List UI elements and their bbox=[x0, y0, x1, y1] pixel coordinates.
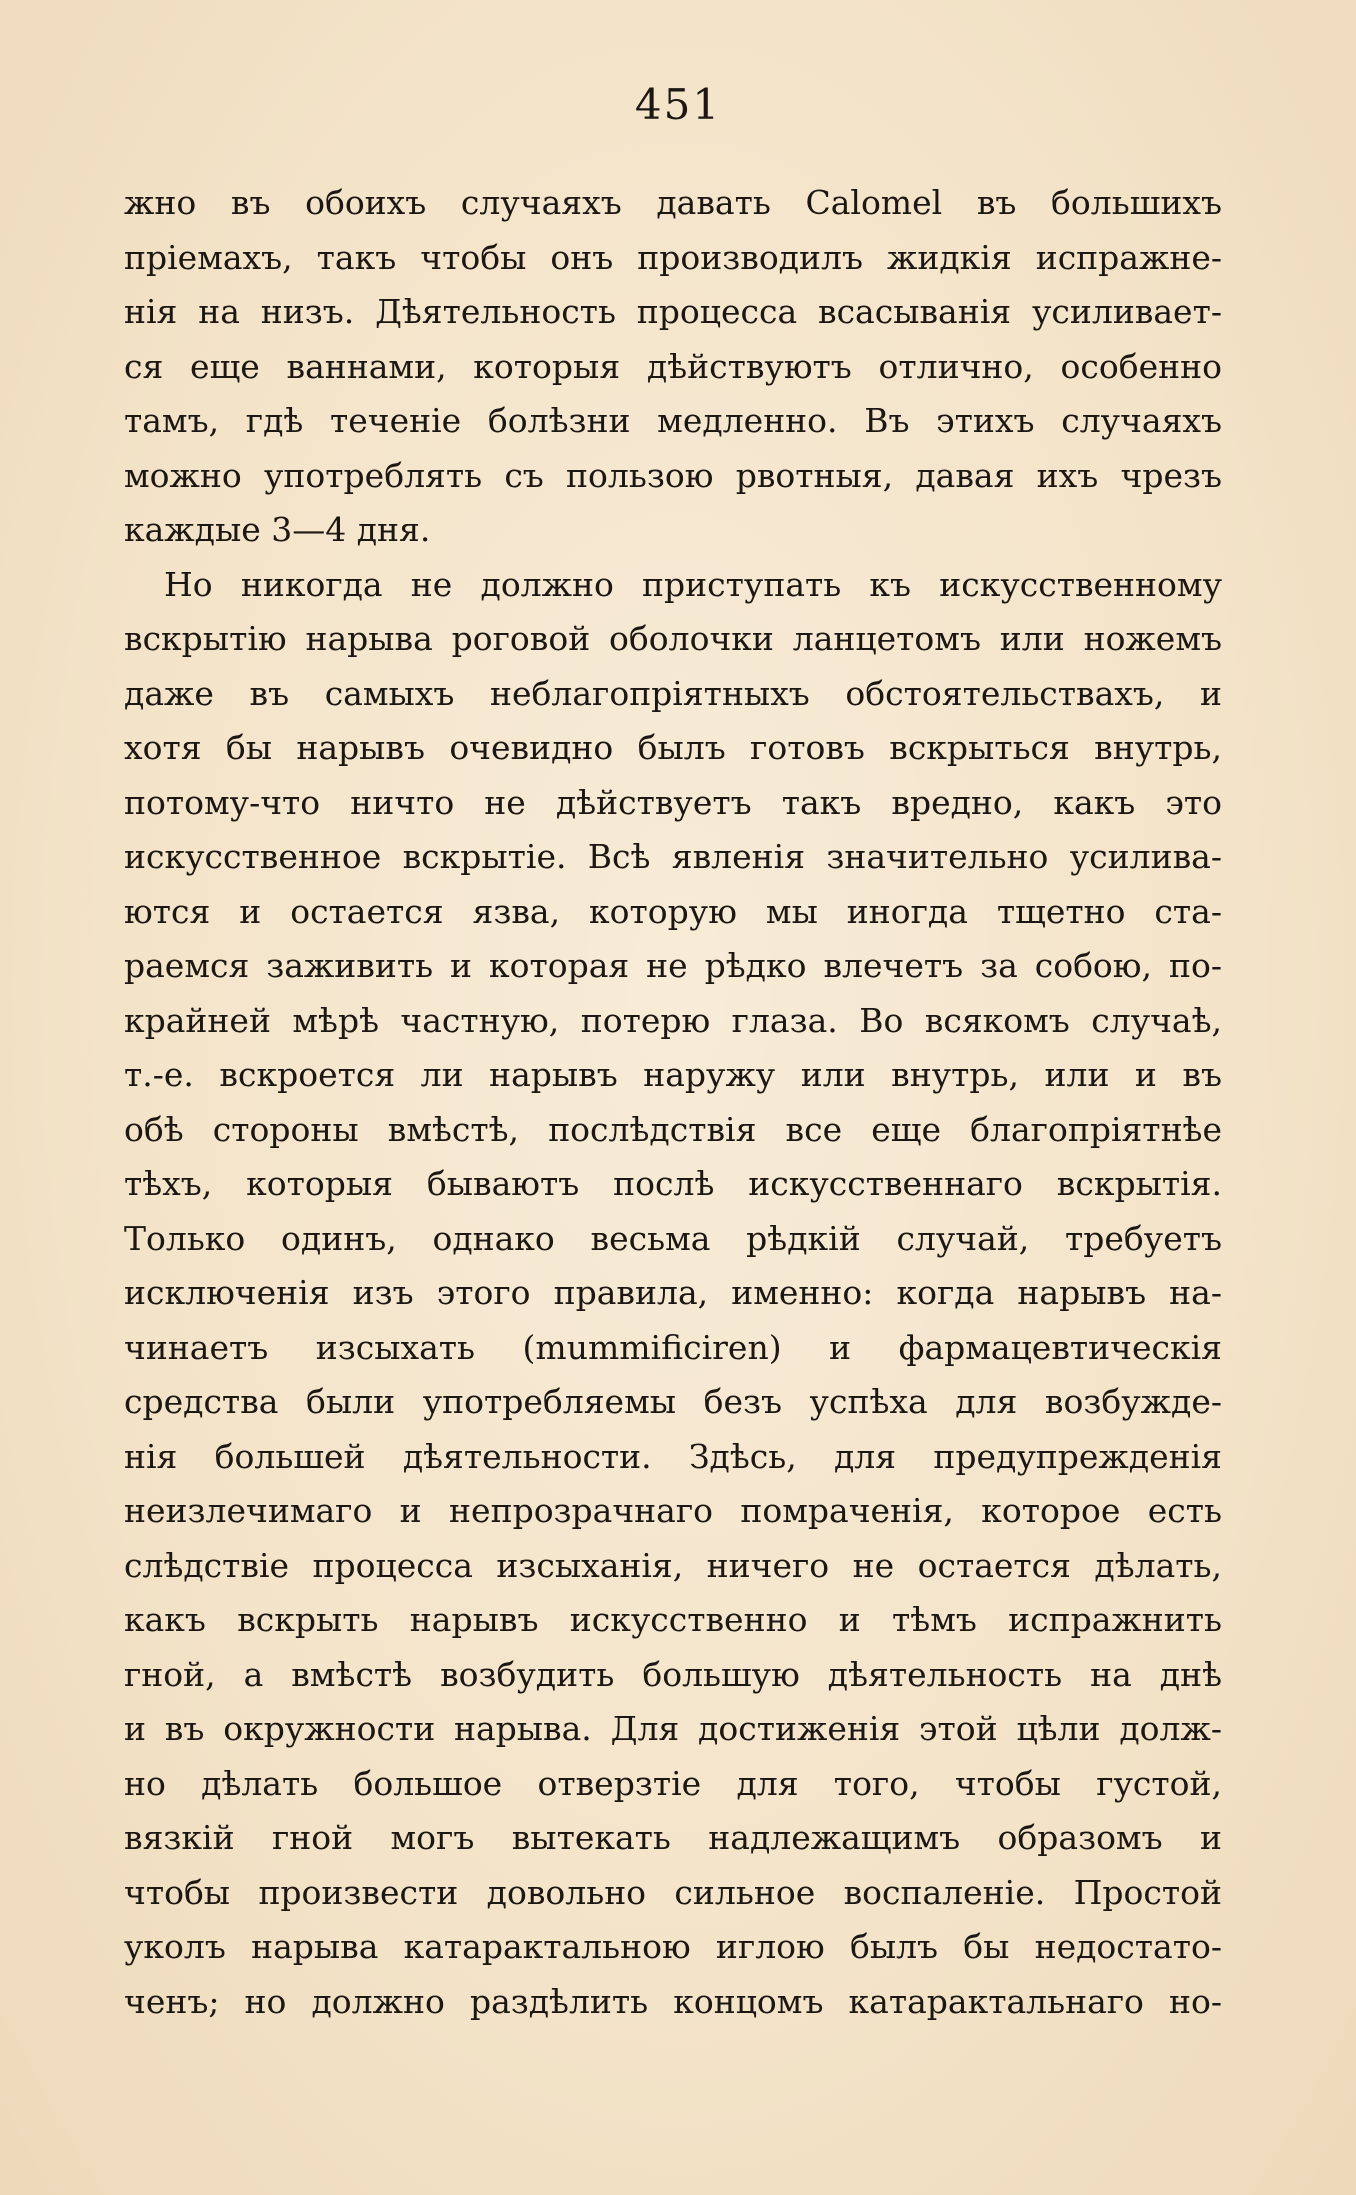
text-line: гной, а вмѣстѣ возбудить большую дѣятельность на днѣ bbox=[124, 1654, 1222, 1694]
text-line: жно въ обоихъ случаяхъ давать Calomel въ большихъ bbox=[124, 183, 1222, 222]
text-line: вскрытію нарыва роговой оболочки ланцетомъ или ножемъ bbox=[124, 619, 1222, 658]
text-line: но дѣлать большое отверзтіе для того, чтобы густой, bbox=[124, 1763, 1222, 1803]
text-line: ченъ; но должно раздѣлить концомъ катарактальнаго но- bbox=[124, 1981, 1222, 2021]
text-line: можно употреблять съ пользою рвотныя, давая ихъ чрезъ bbox=[124, 455, 1222, 495]
text-line: даже въ самыхъ неблагопріятныхъ обстоятельствахъ, и bbox=[124, 673, 1222, 713]
text-line: чтобы произвести довольно сильное воспаленіе. Простой bbox=[124, 1872, 1222, 1912]
text-line: чинаетъ изсыхать (mummificiren) и фармацевтическія bbox=[124, 1327, 1222, 1367]
text-line: ся еще ваннами, которыя дѣйствуютъ отлично, особенно bbox=[124, 346, 1222, 386]
text-line: раемся заживить и которая не рѣдко влечетъ за собою, по- bbox=[124, 946, 1222, 985]
text-line: т.-е. вскроется ли нарывъ наружу или внутрь, или и въ bbox=[124, 1055, 1222, 1094]
page-number: 451 bbox=[634, 80, 722, 129]
text-line: вязкій гной могъ вытекать надлежащимъ образомъ и bbox=[124, 1818, 1222, 1857]
text-line: крайней мѣрѣ частную, потерю глаза. Во всякомъ случаѣ, bbox=[124, 1000, 1222, 1040]
text-line: средства были употребляемы безъ успѣха для возбужде- bbox=[124, 1382, 1222, 1421]
text-line: тамъ, гдѣ теченіе болѣзни медленно. Въ этихъ случаяхъ bbox=[124, 401, 1222, 440]
text-line: и въ окружности нарыва. Для достиженія этой цѣли долж- bbox=[124, 1709, 1222, 1748]
text-line: нія большей дѣятельности. Здѣсь, для предупрежденія bbox=[124, 1436, 1222, 1476]
body-text bbox=[124, 176, 1222, 2029]
text-line: пріемахъ, такъ чтобы онъ производилъ жидкія испражне- bbox=[124, 237, 1222, 277]
text-line: какъ вскрыть нарывъ искусственно и тѣмъ испражнить bbox=[124, 1600, 1222, 1639]
text-line: слѣдствіе процесса изсыханія, ничего не остается дѣлать, bbox=[124, 1545, 1222, 1585]
text-line: уколъ нарыва катарактальною иглою былъ бы недостато- bbox=[124, 1927, 1222, 1966]
paragraph-end-line: каждые 3—4 дня. bbox=[124, 510, 431, 549]
text-line: хотя бы нарывъ очевидно былъ готовъ вскрыться внутрь, bbox=[124, 728, 1222, 767]
text-line: обѣ стороны вмѣстѣ, послѣдствія все еще благопріятнѣе bbox=[124, 1109, 1222, 1149]
text-line: нія на низъ. Дѣятельность процесса всасыванія усиливает- bbox=[124, 292, 1222, 331]
text-line: исключенія изъ этого правила, именно: когда нарывъ на- bbox=[124, 1273, 1222, 1312]
text-line: ются и остается язва, которую мы иногда тщетно ста- bbox=[124, 891, 1222, 931]
text-line: тѣхъ, которыя бываютъ послѣ искусственнаго вскрытія. bbox=[124, 1164, 1222, 1203]
text-line: искусственное вскрытіе. Всѣ явленія значительно усилива- bbox=[124, 837, 1222, 876]
text-line: потому-что ничто не дѣйствуетъ такъ вредно, какъ это bbox=[124, 782, 1222, 822]
text-line: Только одинъ, однако весьма рѣдкій случай, требуетъ bbox=[124, 1218, 1222, 1258]
paragraph-start-line: Но никогда не должно приступать къ искусственному bbox=[164, 564, 1222, 604]
text-line: неизлечимаго и непрозрачнаго помраченія, которое есть bbox=[124, 1491, 1222, 1530]
